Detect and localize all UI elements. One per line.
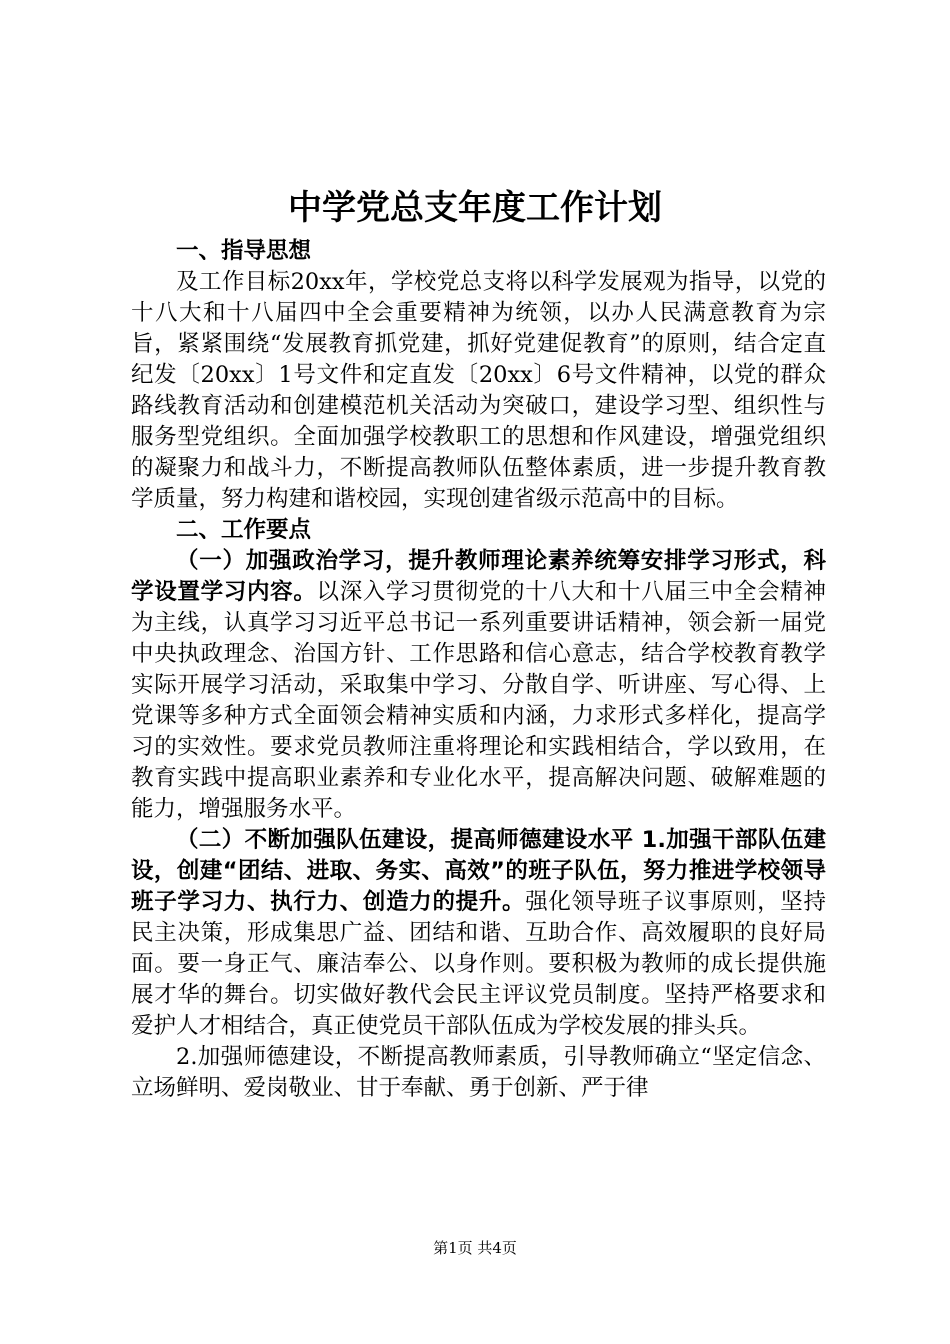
paragraph-team-building (131, 825, 826, 1042)
paragraph-political-study-body: 以深入学习贯彻党的十八大和十八届三中全会精神为主线，认真学习习近平总书记一系列重要讲话精神，领会新一届党中央执政理念、治国方针、工作思路和信心意志，结合学校教育教学实际开展学习活动，采取集中学习、分散自学、听讲座、写心得、上党课等多种方式全面领会精神实质和内涵，力求形式多样化，提高学习的实效性。要求党员教师注重将理论和实践相结合，学以致用，在教育实践中提高职业素养和专业化水平，提高解决问题、破解难题的能力，增强服务水平。 (131, 579, 826, 822)
section-heading-guiding-thought: 一、指导思想 (176, 238, 312, 264)
section-heading-work-points: 二、工作要点 (176, 517, 312, 543)
paragraph-team-building-lead: （二）不断加强队伍建设，提高师德建设水平 1.加强干部队伍建设，创建“团结、进取、务实、高效”的班子队伍，努力推进学校领导班子学习力、执行力、创造力的提升。 (131, 827, 826, 915)
document-body (131, 236, 826, 1104)
paragraph-teacher-ethics: 2.加强师德建设，不断提高教师素质，引导教师确立“坚定信念、立场鲜明、爱岗敬业、甘于奉献、勇于创新、严于律 (131, 1044, 826, 1101)
paragraph-political-study (131, 546, 826, 825)
page-footer: 第1页 共4页 (433, 1239, 517, 1257)
paragraph-political-study-lead: （一）加强政治学习，提升教师理论素养统筹安排学习形式，科学设置学习内容。 (131, 548, 826, 605)
document-title: 中学党总支年度工作计划 (288, 188, 662, 228)
paragraph-guiding-thought: 及工作目标20xx年，学校党总支将以科学发展观为指导，以党的十八大和十八届四中全会重要精神为统领，以办人民满意教育为宗旨，紧紧围绕“发展教育抓党建，抓好党建促教育”的原则，结合定直纪发〔20xx〕1号文件和定直发〔20xx〕6号文件精神，以党的群众路线教育活动和创建模范机关活动为突破口，建设学习型、组织性与服务型党组织。全面加强学校教职工的思想和作风建设，增强党组织的凝聚力和战斗力，不断提高教师队伍整体素质，进一步提升教育教学质量，努力构建和谐校园，实现创建省级示范高中的目标。 (131, 269, 826, 512)
paragraph-team-building-body: 强化领导班子议事原则，坚持民主决策，形成集思广益、团结和谐、互助合作、高效履职的良好局面。要一身正气、廉洁奉公、以身作则。要积极为教师的成长提供施展才华的舞台。切实做好教代会民主评议党员制度。坚持严格要求和爱护人才相结合，真正使党员干部队伍成为学校发展的排头兵。 (131, 889, 826, 1039)
